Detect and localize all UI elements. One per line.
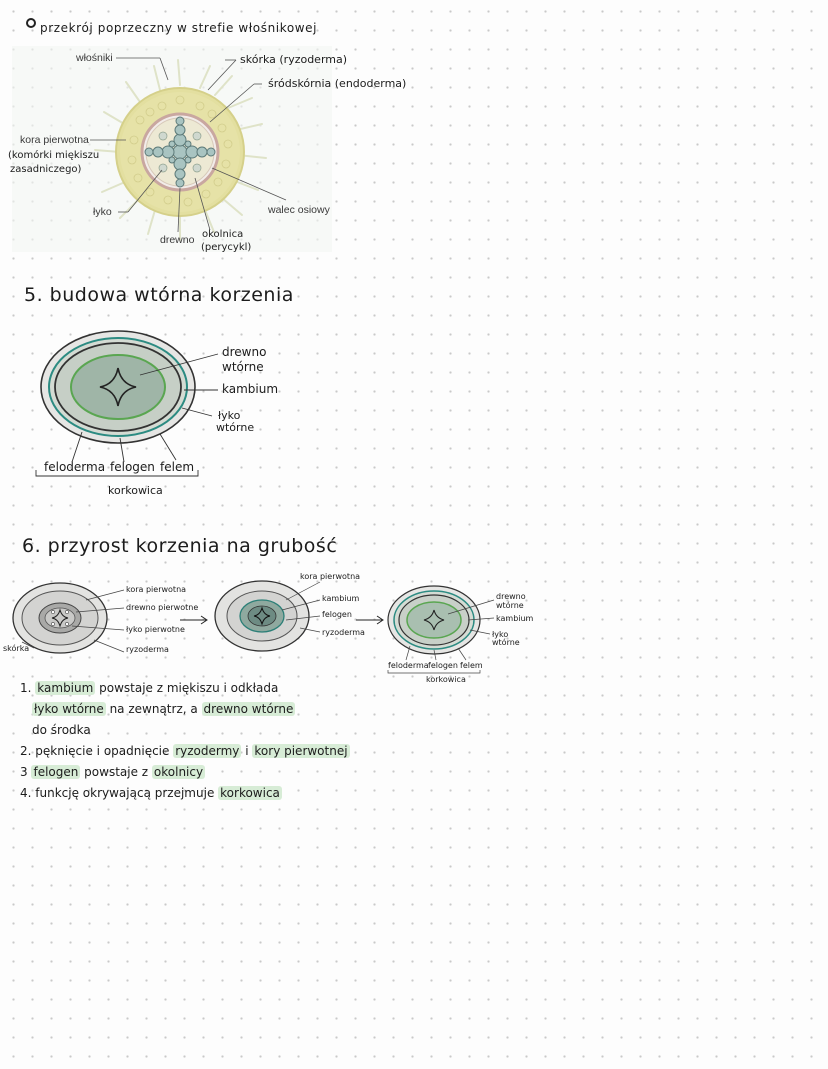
growth-steps-list [20, 678, 440, 804]
d2-label-kambium: kambium [322, 594, 360, 603]
label-drewno-wtorne-1: drewno [222, 345, 267, 359]
step-4: 4. funkcję okrywającą przejmuje korkowica [20, 786, 280, 800]
step-1-line-1: 1. kambium powstaje z miękiszu i odkłada [20, 681, 279, 695]
label-kora-pierwotna: kora pierwotna [20, 134, 89, 146]
label-lyko-wtorne-2: wtórne [216, 421, 255, 434]
d3-label-felogen: felogen [428, 661, 458, 670]
label-kambium: kambium [222, 382, 279, 396]
d3-label-lyko-1: łyko [492, 630, 509, 639]
d1-label-lyko: łyko pierwotne [126, 625, 185, 634]
label-lyko: łyko [93, 206, 112, 218]
d3-label-korkowica: korkowica [426, 675, 466, 684]
growth-diagrams [0, 570, 540, 690]
label-perycykl: (perycykl) [201, 242, 252, 253]
label-wlosniki: włośniki [76, 52, 113, 64]
label-felogen: felogen [110, 460, 155, 474]
label-srodskornia: śródskórnia (endoderma) [268, 77, 407, 90]
d3-label-drewno-1: drewno [496, 592, 526, 601]
label-korkowica: korkowica [108, 484, 163, 497]
d2-label-ryzoderma: ryzoderma [322, 628, 365, 637]
d2-label-kora: kora pierwotna [300, 572, 361, 581]
step-2: 2. pęknięcie i opadnięcie ryzodermy i kory pierwotnej [20, 744, 348, 758]
d3-label-drewno-2: wtórne [496, 601, 524, 610]
section-4-heading: przekrój poprzeczny w strefie włośnikowej [40, 21, 318, 35]
d1-label-kora: kora pierwotna [126, 585, 187, 594]
section-6-heading: 6. przyrost korzenia na grubość [22, 535, 338, 557]
section-5-heading: 5. budowa wtórna korzenia [24, 284, 294, 306]
label-drewno-wtorne-2: wtórne [222, 360, 264, 374]
label-drewno: drewno [160, 234, 195, 246]
d1-label-drewno: drewno pierwotne [126, 603, 199, 612]
label-feloderma: feloderma [44, 460, 106, 474]
d3-label-kambium: kambium [496, 614, 534, 623]
label-lyko-wtorne-1: łyko [218, 409, 241, 422]
bullet-dot [26, 18, 36, 28]
d3-label-lyko-2: wtórne [492, 638, 520, 647]
step-1-line-3: do środka [32, 723, 91, 737]
d2-label-felogen: felogen [322, 610, 352, 619]
label-walec-osiowy: walec osiowy [268, 204, 330, 216]
label-kora-detail-2: zasadniczego) [10, 164, 82, 175]
label-felem: felem [160, 460, 195, 474]
label-okolnica: okolnica [202, 229, 244, 240]
d1-label-skorka: skórka [3, 644, 30, 653]
label-kora-detail-1: (komórki miękiszu [8, 150, 100, 161]
d3-label-felem: felem [460, 661, 483, 670]
step-3: 3 felogen powstaje z okolnicy [20, 765, 204, 779]
step-1-line-2: łyko wtórne na zewnątrz, a drewno wtórne [34, 702, 294, 716]
d3-label-feloderma: feloderma [388, 661, 429, 670]
d1-label-ryzoderma: ryzoderma [126, 645, 169, 654]
label-skorka: skórka (ryzoderma) [240, 53, 348, 66]
